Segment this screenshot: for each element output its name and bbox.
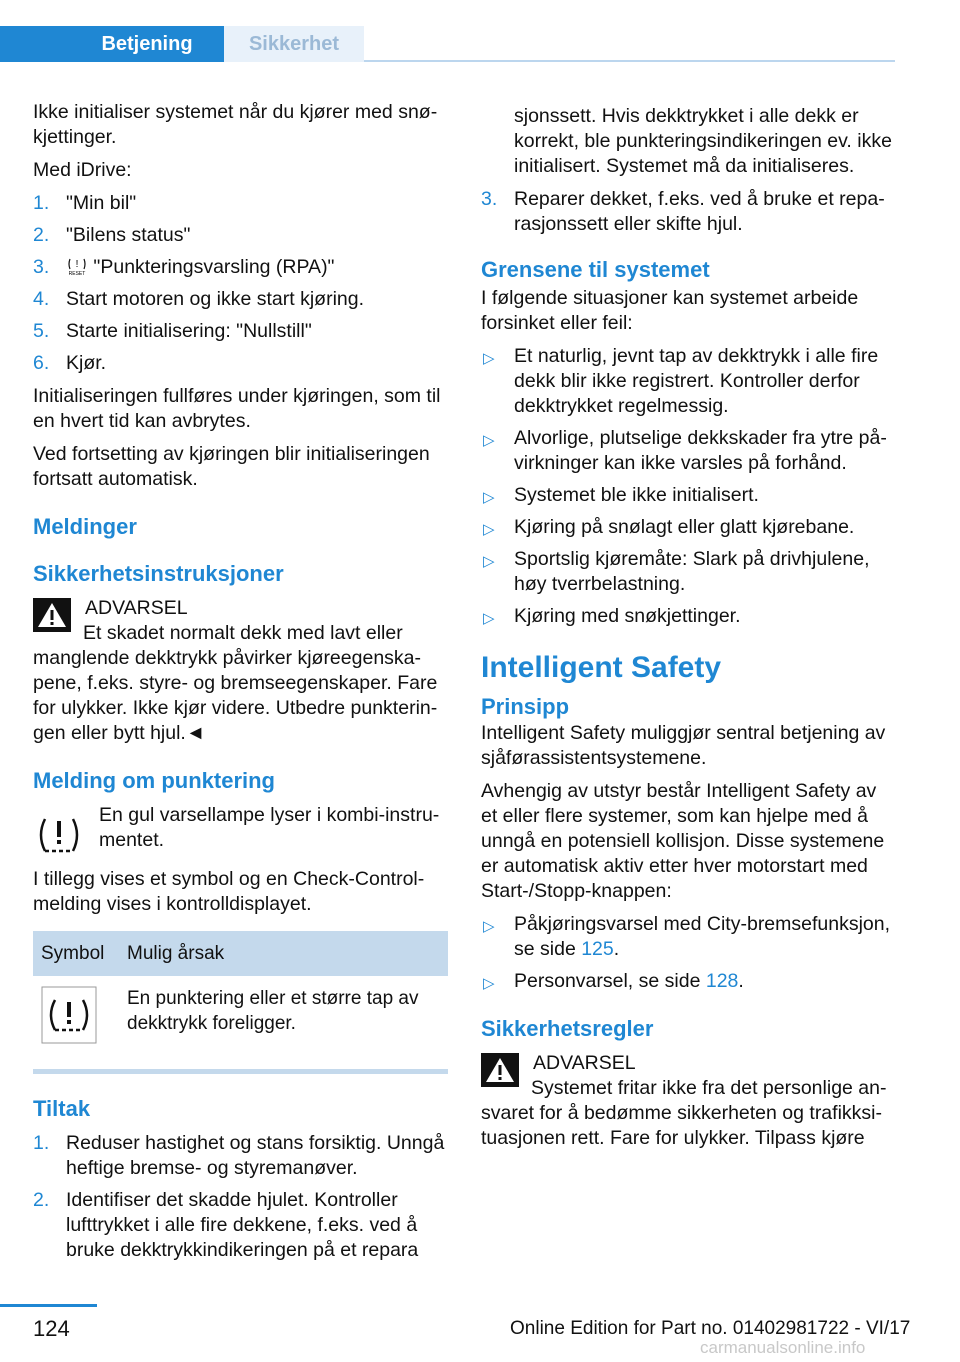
list-item: 3. ! RESET "Punkteringsvarsling (RPA)" [33,256,335,278]
table-divider [33,1069,448,1074]
heading-tiltak: Tiltak [33,1096,91,1121]
list-item: ▷ Systemet ble ikke initialisert. [483,484,759,506]
warning-triangle-icon [33,598,71,632]
tpms-warning-icon [33,807,85,863]
tiltak-list-cont [481,187,896,237]
heading-grensene: Grensene til systemet [481,257,710,282]
symbol-table [33,931,448,1061]
list-item: 6. Kjør. [33,352,107,374]
list-item: ▷ Sportslig kjøremåte: Slark på drivhjulene, høy tverrbelastning. [483,548,870,595]
tire-reset-icon [66,256,88,276]
warning-triangle-icon [481,1053,519,1087]
page-number: 124 [33,1316,70,1341]
footer-rule [0,1304,97,1307]
paragraph: I tillegg vises et symbol og en Check-Control-melding vises i kontrolldisplayet. [33,868,425,915]
warning-text: Et skadet normalt dekk med lavt eller manglende dekktrykk påvirker kjøreegenskapene, f.eks. styre- og bremseegenskaper. Fare for ulykker. Ikke kjør videre. Utbedre punkteringen eller bytt hjul.◄ [33,622,438,744]
paragraph: Ved fortsetting av kjøringen blir initialiseringen fortsatt automatisk. [33,443,430,490]
table-header-arsak: Mulig årsak [119,931,448,976]
watermark: carmanualsonline.info [700,1338,866,1357]
paragraph: sjonssett. Hvis dekktrykket i alle dekk er korrekt, ble punkteringsindikeringen ev. ikke initialisert. Systemet må da initialiseres. [514,105,892,177]
heading-meldinger: Meldinger [33,514,137,539]
list-item: 1. Reduser hastighet og stans forsiktig. Unngå heftige bremse- og styremanøver. [33,1132,445,1179]
systems-list [481,912,896,994]
tab-sikkerhet[interactable]: Sikkerhet [224,26,364,62]
list-item: ▷ Personvarsel, se side 128. [483,970,744,992]
table-row [33,976,448,1061]
list-item: 3. Reparer dekket, f.eks. ved å bruke et reparasjonssett eller skifte hjul. [481,188,885,235]
heading-melding-om-punktering: Melding om punktering [33,768,275,793]
list-item: 1. "Min bil" [33,192,137,214]
paragraph: Intelligent Safety muliggjør sentral betjening av sjåførassistentsystemene. [481,722,886,769]
heading-prinsipp: Prinsipp [481,694,570,719]
paragraph: Ikke initialiser systemet når du kjører med snøkjettinger. [33,101,438,148]
tab-betjening[interactable]: Betjening [0,26,224,62]
svg-text:RESET: RESET [68,271,86,276]
list-item: ▷ Påkjøringsvarsel med City-bremsefunksjon, se side 125. [483,913,891,960]
tiltak-list [33,1131,448,1263]
list-item: 5. Starte initialisering: "Nullstill" [33,320,312,342]
paragraph: En gul varsellampe lyser i kombi-instrumentet. [99,804,440,851]
list-item: 2. Identifiser det skadde hjulet. Kontroller lufttrykket i alle fire dekkene, f.eks. ved å bruke dekktrykkindikeringen på et repara [33,1189,419,1261]
paragraph: Avhengig av utstyr består Intelligent Safety av et eller flere systemer, som kan hjelpe med å unngå en potensiell kollisjon. Disse systemene er automatisk aktiv etter hver motorstart med Start-/Stopp-knappen: [481,780,885,902]
warning-block [481,1051,896,1076]
list-item: ▷ Alvorlige, plutselige dekkskader fra ytre påvirkninger kan ikke varsles på forhånd. [483,427,887,474]
table-cell: En punktering eller et større tap av dekktrykk foreligger. [127,988,419,1034]
punktering-block [33,803,448,867]
svg-text:!: ! [75,259,79,270]
warning-text: Systemet fritar ikke fra det personlige ansvaret for å bedømme sikkerheten og trafikksituasjonen rett. Fare for ulykker. Tilpass kjøre [481,1077,887,1149]
table-header-symbol: Symbol [33,931,119,976]
left-column [33,100,448,1271]
paragraph: Med iDrive: [33,159,132,181]
list-item: ▷ Kjøring på snølagt eller glatt kjørebane. [483,516,855,538]
right-column [481,104,896,1159]
warning-block [33,596,448,621]
page-link-125[interactable]: 125 [581,938,614,960]
paragraph: I følgende situasjoner kan systemet arbeide forsinket eller feil: [481,287,859,334]
page-link-128[interactable]: 128 [705,970,739,992]
list-item: ▷ Kjøring med snøkjettinger. [483,605,741,627]
heading-sikkerhetsinstruksjoner: Sikkerhetsinstruksjoner [33,561,284,586]
list-item: 4. Start motoren og ikke start kjøring. [33,288,365,310]
list-item: 2. "Bilens status" [33,224,191,246]
tpms-warning-icon [41,986,97,1044]
warning-title: ADVARSEL [533,1052,636,1074]
heading-sikkerhetsregler: Sikkerhetsregler [481,1016,654,1041]
heading-intelligent-safety: Intelligent Safety [481,651,722,684]
limits-list [481,344,896,629]
idrive-steps [33,191,448,376]
list-item: ▷ Et naturlig, jevnt tap av dekktrykk i alle fire dekk blir ikke registrert. Kontroller derfor dekktrykket regelmessig. [483,345,879,417]
edition-footer: Online Edition for Part no. 01402981722 - VI/17 [510,1318,911,1339]
paragraph: Initialiseringen fullføres under kjøringen, som til en hvert tid kan avbrytes. [33,385,441,432]
warning-title: ADVARSEL [85,597,188,619]
